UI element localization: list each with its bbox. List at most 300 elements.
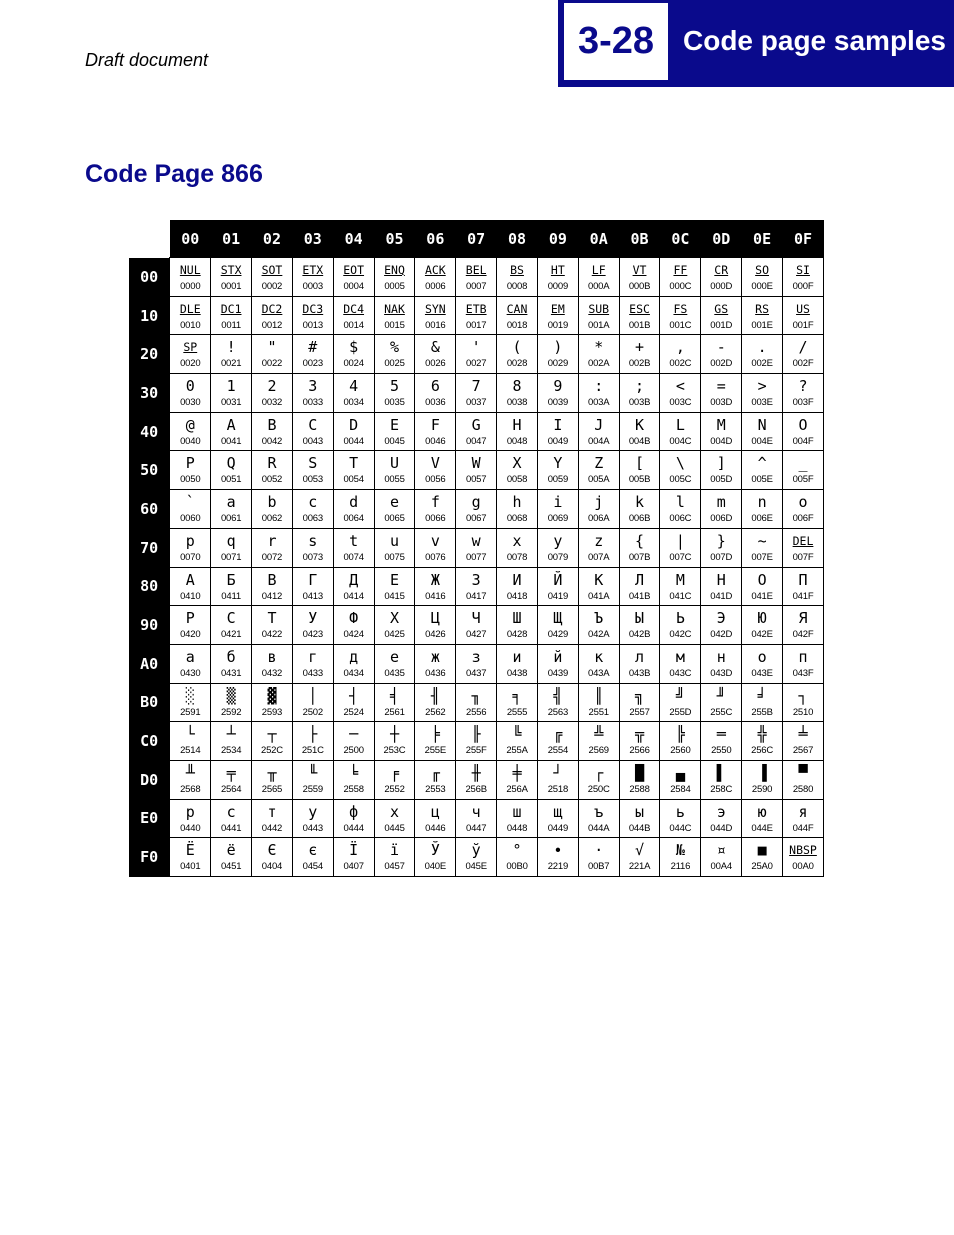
unicode-code: 0024 (343, 358, 364, 370)
code-cell (456, 374, 497, 413)
unicode-code: 0016 (425, 319, 446, 331)
character-glyph: BS (510, 263, 524, 277)
section-title: Code page samples (683, 25, 946, 56)
code-cell (415, 335, 456, 374)
character-glyph: А (185, 570, 195, 589)
code-cell (660, 799, 701, 838)
code-cell (456, 644, 497, 683)
unicode-code: 2562 (425, 706, 446, 718)
unicode-code: 006C (669, 513, 692, 525)
code-cell (742, 451, 783, 490)
code-cell (415, 296, 456, 335)
unicode-code: 001B (628, 319, 651, 331)
character-glyph: а (185, 647, 195, 666)
unicode-code: 0026 (425, 358, 446, 370)
unicode-code: 0431 (220, 667, 242, 679)
unicode-code: 0420 (180, 629, 201, 641)
unicode-code: 255B (751, 706, 773, 718)
unicode-code: 0020 (180, 358, 201, 370)
unicode-code: 0000 (180, 281, 201, 292)
code-cell (660, 258, 701, 297)
character-glyph: DLE (179, 301, 201, 316)
code-cell (415, 760, 456, 799)
code-cell (456, 258, 497, 297)
code-cell (783, 412, 824, 451)
unicode-code: 0413 (302, 590, 323, 602)
code-cell (374, 722, 415, 761)
unicode-code: 0417 (466, 590, 487, 602)
character-glyph: z (594, 531, 604, 550)
code-cell (578, 799, 619, 838)
character-glyph: э (716, 802, 726, 821)
code-cell (252, 528, 293, 567)
row-header: 60 (129, 490, 170, 529)
code-cell (252, 335, 293, 374)
code-cell (660, 722, 701, 761)
unicode-code: 0013 (302, 319, 323, 331)
code-cell (456, 567, 497, 606)
row-header: 30 (129, 374, 170, 413)
code-cell (333, 838, 374, 877)
code-cell (701, 258, 742, 297)
unicode-code: 00B7 (588, 861, 610, 873)
unicode-code: 0078 (506, 551, 528, 563)
unicode-code: 0074 (343, 551, 364, 563)
character-glyph: ESC (629, 301, 650, 316)
character-glyph: Ъ (594, 609, 604, 628)
code-cell (252, 296, 293, 335)
unicode-code: 004B (628, 435, 651, 447)
code-cell (211, 644, 252, 683)
character-glyph: ф (349, 802, 359, 821)
code-cell (537, 799, 578, 838)
table-row (129, 490, 824, 529)
character-glyph: ╙ (308, 763, 318, 782)
unicode-code: 0423 (302, 629, 323, 641)
row-header: 50 (129, 451, 170, 490)
code-cell (783, 722, 824, 761)
character-glyph: р (185, 802, 195, 821)
character-glyph: a (226, 493, 236, 512)
code-cell (170, 258, 211, 297)
code-cell (415, 683, 456, 722)
character-glyph: В (267, 570, 277, 589)
character-glyph: _ (798, 454, 808, 473)
table-row (129, 722, 824, 761)
character-glyph: й (553, 647, 563, 666)
character-glyph: f (430, 493, 440, 512)
unicode-code: 006A (588, 513, 610, 525)
code-cell (497, 606, 538, 645)
unicode-code: 0067 (466, 513, 487, 525)
code-cell (456, 296, 497, 335)
table-row (129, 335, 824, 374)
character-glyph: 6 (430, 377, 440, 396)
character-glyph: 2 (267, 377, 277, 396)
character-glyph: · (594, 841, 604, 860)
code-cell (415, 838, 456, 877)
table-row (129, 412, 824, 451)
code-cell (783, 838, 824, 877)
character-glyph: Ч (471, 609, 481, 628)
character-glyph: n (757, 493, 767, 512)
code-cell (456, 606, 497, 645)
code-cell (333, 528, 374, 567)
character-glyph: g (471, 493, 481, 512)
table-row (129, 258, 824, 297)
code-cell (292, 490, 333, 529)
unicode-code: 2569 (588, 745, 609, 757)
character-glyph: 4 (349, 377, 359, 396)
character-glyph: Ї (349, 841, 359, 860)
code-cell (783, 335, 824, 374)
unicode-code: 001D (710, 319, 733, 331)
code-cell (333, 799, 374, 838)
character-glyph: LF (591, 263, 606, 277)
code-cell (497, 722, 538, 761)
code-cell (415, 412, 456, 451)
code-cell (252, 490, 293, 529)
character-glyph: Q (226, 454, 236, 473)
character-glyph: ╜ (716, 686, 726, 705)
unicode-code: 2518 (547, 783, 569, 795)
unicode-code: 0056 (425, 474, 446, 486)
character-glyph: 5 (389, 377, 399, 396)
unicode-code: 0072 (261, 551, 283, 563)
unicode-code: 0437 (466, 667, 487, 679)
code-cell (292, 838, 333, 877)
code-cell (701, 606, 742, 645)
row-header: 80 (129, 567, 170, 606)
unicode-code: 255C (710, 706, 733, 718)
character-glyph: U (389, 454, 399, 473)
code-cell (537, 644, 578, 683)
character-glyph: DC4 (343, 301, 365, 316)
unicode-code: 0033 (302, 397, 323, 409)
code-cell (170, 683, 211, 722)
unicode-code: 2580 (792, 783, 814, 795)
code-cell (619, 528, 660, 567)
column-header: 02 (252, 220, 293, 258)
character-glyph: FS (673, 301, 688, 316)
code-cell (252, 412, 293, 451)
code-cell (619, 722, 660, 761)
unicode-code: 0427 (466, 629, 487, 641)
character-glyph: CAN (506, 301, 528, 316)
unicode-code: 255D (669, 706, 692, 718)
code-cell (211, 451, 252, 490)
character-glyph: SO (755, 263, 769, 277)
unicode-code: 000F (792, 281, 814, 292)
code-cell (619, 799, 660, 838)
code-cell (170, 644, 211, 683)
code-cell (292, 606, 333, 645)
code-cell (292, 451, 333, 490)
character-glyph: o (798, 493, 808, 512)
unicode-code: 2591 (180, 706, 201, 718)
unicode-code: 041D (710, 590, 733, 602)
unicode-code: 0040 (180, 435, 201, 447)
code-cell (497, 799, 538, 838)
code-cell (456, 722, 497, 761)
unicode-code: 043F (792, 667, 814, 679)
code-cell (170, 296, 211, 335)
character-glyph: ё (226, 841, 236, 860)
unicode-code: 2566 (629, 745, 650, 757)
table-row (129, 799, 824, 838)
unicode-code: 0057 (466, 474, 487, 486)
code-cell (497, 683, 538, 722)
draft-label: Draft document (85, 50, 209, 70)
unicode-code: 0048 (506, 435, 528, 447)
code-cell (211, 722, 252, 761)
code-cell (456, 451, 497, 490)
unicode-code: 0418 (506, 590, 528, 602)
code-cell (537, 335, 578, 374)
unicode-code: 00B0 (506, 861, 528, 873)
unicode-code: 0034 (343, 397, 364, 409)
unicode-code: 006E (751, 513, 773, 525)
section-banner (558, 0, 954, 87)
code-cell (292, 412, 333, 451)
character-glyph: < (675, 377, 685, 396)
character-glyph: з (471, 647, 481, 666)
unicode-code: 25A0 (751, 861, 773, 873)
code-cell (783, 296, 824, 335)
column-header: 04 (333, 220, 374, 258)
code-cell (578, 760, 619, 799)
code-cell (537, 683, 578, 722)
character-glyph: ╫ (471, 763, 481, 782)
character-glyph: STX (220, 263, 242, 277)
code-cell (497, 490, 538, 529)
unicode-code: 2219 (547, 861, 569, 873)
character-glyph: ╚ (512, 725, 522, 744)
character-glyph: е (389, 647, 399, 666)
code-cell (497, 451, 538, 490)
unicode-code: 000B (628, 281, 651, 292)
code-cell (211, 335, 252, 374)
character-glyph: Ю (757, 609, 767, 628)
code-cell (170, 335, 211, 374)
code-cell (415, 644, 456, 683)
character-glyph: ┌ (594, 763, 604, 782)
character-glyph: ў (471, 841, 481, 860)
unicode-code: 0052 (261, 474, 283, 486)
unicode-code: 0075 (384, 551, 405, 563)
character-glyph: ╛ (757, 686, 767, 705)
code-cell (701, 683, 742, 722)
character-glyph: Y (553, 454, 563, 473)
code-cell (783, 606, 824, 645)
unicode-code: 2554 (547, 745, 569, 757)
code-cell (537, 451, 578, 490)
character-glyph: ACK (424, 263, 446, 277)
unicode-code: 0059 (547, 474, 569, 486)
character-glyph: P (185, 454, 195, 473)
character-glyph: 9 (553, 377, 563, 396)
code-cell (619, 838, 660, 877)
character-glyph: EM (550, 301, 565, 316)
unicode-code: 0019 (547, 319, 569, 331)
character-glyph: ? (798, 377, 808, 396)
unicode-code: 2550 (711, 745, 732, 757)
character-glyph: ∙ (553, 841, 563, 860)
character-glyph: . (757, 338, 767, 357)
character-glyph: GS (714, 301, 729, 316)
code-cell (374, 567, 415, 606)
row-header: 00 (129, 258, 170, 297)
character-glyph: DEL (792, 533, 814, 548)
code-cell (742, 412, 783, 451)
unicode-code: 045E (465, 861, 487, 873)
code-cell (578, 335, 619, 374)
unicode-code: 0050 (180, 474, 201, 486)
code-cell (252, 760, 293, 799)
code-cell (619, 335, 660, 374)
code-cell (211, 412, 252, 451)
unicode-code: 0008 (506, 281, 528, 292)
column-header: 06 (415, 220, 456, 258)
code-cell (374, 644, 415, 683)
code-cell (537, 490, 578, 529)
code-cell (742, 567, 783, 606)
code-cell (497, 335, 538, 374)
unicode-code: 0442 (261, 822, 283, 834)
code-cell (333, 258, 374, 297)
code-cell (333, 374, 374, 413)
unicode-code: 004F (792, 435, 814, 447)
character-glyph: З (471, 570, 481, 589)
code-cell (660, 567, 701, 606)
unicode-code: 043B (628, 667, 651, 679)
unicode-code: 0005 (384, 281, 405, 292)
character-glyph: ▐ (757, 763, 767, 782)
code-page-table (129, 220, 824, 877)
code-cell (619, 490, 660, 529)
section-number: 3-28 (564, 3, 668, 80)
character-glyph: ├ (308, 725, 318, 744)
unicode-code: 0416 (425, 590, 446, 602)
unicode-code: 005B (628, 474, 651, 486)
unicode-code: 0449 (547, 822, 569, 834)
row-header: F0 (129, 838, 170, 877)
unicode-code: 2559 (302, 783, 323, 795)
character-glyph: X (512, 454, 522, 473)
unicode-code: 0054 (343, 474, 364, 486)
character-glyph: П (798, 570, 808, 589)
code-cell (701, 644, 742, 683)
unicode-code: 007A (588, 551, 610, 563)
character-glyph: ░ (185, 686, 195, 705)
character-glyph: К (594, 570, 604, 589)
code-cell (660, 606, 701, 645)
code-cell (578, 374, 619, 413)
character-glyph: ╖ (471, 686, 481, 705)
column-header-row (129, 220, 824, 258)
unicode-code: 0439 (547, 667, 569, 679)
unicode-code: 0029 (547, 358, 569, 370)
unicode-code: 0036 (425, 397, 446, 409)
character-glyph: ц (430, 802, 440, 821)
character-glyph: М (675, 570, 685, 589)
code-cell (333, 722, 374, 761)
character-glyph: B (267, 415, 277, 434)
unicode-code: 256A (506, 783, 528, 795)
character-glyph: \ (675, 454, 685, 473)
character-glyph: █ (635, 763, 645, 782)
unicode-code: 002E (751, 358, 773, 370)
character-glyph: н (716, 647, 726, 666)
character-glyph: № (675, 841, 685, 860)
code-cell (578, 490, 619, 529)
character-glyph: Є (267, 841, 277, 860)
unicode-code: 2500 (343, 745, 364, 757)
unicode-code: 0445 (384, 822, 405, 834)
character-glyph: ` (185, 493, 195, 512)
character-glyph: ▓ (267, 686, 277, 705)
character-glyph: x (512, 531, 522, 550)
code-cell (701, 374, 742, 413)
unicode-code: 004A (588, 435, 610, 447)
code-cell (211, 490, 252, 529)
character-glyph: ж (430, 647, 440, 666)
unicode-code: 0039 (547, 397, 569, 409)
unicode-code: 0433 (302, 667, 323, 679)
unicode-code: 0061 (220, 513, 242, 525)
character-glyph: с (226, 802, 236, 821)
unicode-code: 0035 (384, 397, 405, 409)
code-cell (660, 838, 701, 877)
code-cell (742, 760, 783, 799)
character-glyph: [ (635, 454, 645, 473)
character-glyph: ▀ (798, 763, 808, 782)
unicode-code: 00A4 (710, 861, 732, 873)
character-glyph: d (349, 493, 359, 512)
code-cell (619, 644, 660, 683)
unicode-code: 0451 (220, 861, 242, 873)
character-glyph: 0 (185, 377, 195, 396)
unicode-code: 001C (669, 319, 692, 331)
character-glyph: SI (796, 263, 810, 277)
unicode-code: 0006 (425, 281, 446, 292)
character-glyph: ▌ (716, 763, 726, 782)
character-glyph: " (267, 338, 277, 357)
code-cell (619, 567, 660, 606)
code-cell (742, 258, 783, 297)
unicode-code: 0021 (220, 358, 242, 370)
character-glyph: ╡ (389, 686, 399, 705)
unicode-code: 005C (669, 474, 692, 486)
code-cell (742, 838, 783, 877)
unicode-code: 043C (669, 667, 692, 679)
character-glyph: о (757, 647, 767, 666)
character-glyph: HT (550, 263, 565, 277)
table-row (129, 606, 824, 645)
unicode-code: 006D (710, 513, 733, 525)
code-cell (537, 258, 578, 297)
code-cell (252, 258, 293, 297)
row-header: C0 (129, 722, 170, 761)
code-cell (333, 760, 374, 799)
code-cell (660, 335, 701, 374)
unicode-code: 0003 (302, 281, 323, 292)
code-cell (783, 490, 824, 529)
code-cell (292, 799, 333, 838)
code-cell (619, 760, 660, 799)
unicode-code: 0446 (425, 822, 446, 834)
table-row (129, 683, 824, 722)
